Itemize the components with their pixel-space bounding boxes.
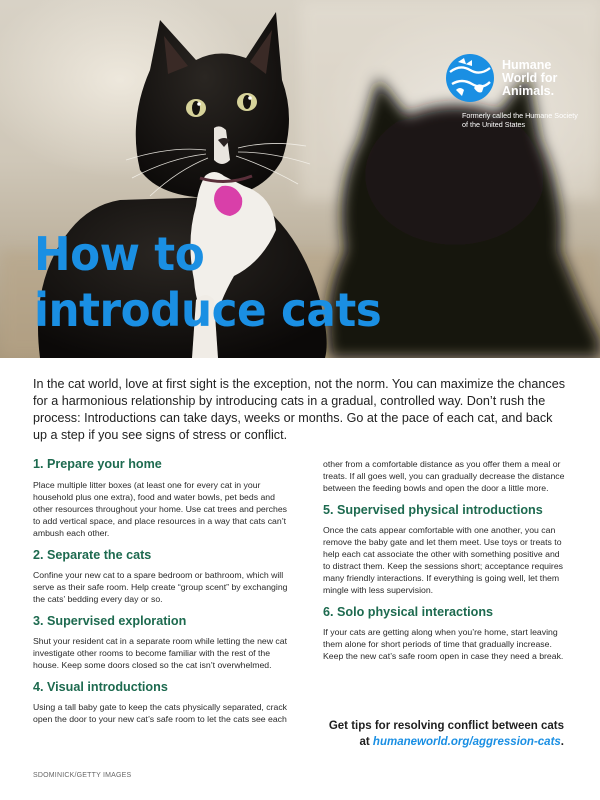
cta-link-line (320, 734, 564, 750)
logo-line: Animals. (502, 83, 555, 98)
cta-line: Get tips for resolving conflict between cats (328, 720, 564, 732)
title-line: introduce cats (34, 283, 382, 337)
photo-credit: SDOMINICK/GETTY IMAGES (33, 772, 132, 779)
call-to-action (320, 718, 564, 750)
cta-prefix: at (359, 736, 373, 748)
section-body: If your cats are getting along when you’re home, start leaving them alone for short periods of time that gradually increase. Keep the new cat’s safe room open in case they need a break. (323, 627, 564, 661)
section-separate-cats (33, 547, 289, 605)
section-body-continued: other from a comfortable distance as you offer them a meal or treats. If all goes well, you can gradually decrease the distance between the feeding bowls and open the door a little more. (323, 459, 565, 493)
right-column (323, 458, 569, 670)
left-column (33, 456, 289, 733)
section-body: Place multiple litter boxes (at least one for every cat in your household plus one extra), food and water bowls, pet beds and other resources throughout your home. Use cat trees and perches to add vertical space, and place resources in a way that cats can’t ambush each other. (33, 480, 288, 538)
section-body: Once the cats appear comfortable with one another, you can remove the baby gate and let them meet. Use toys or treats to help each cat associate the other with something positive and to distract them. Keep the sessions short; acceptance requires many friendly interactions. If everything is going well, let them mingle with less supervision. (323, 525, 563, 595)
section-supervised-exploration (33, 613, 289, 671)
section-heading: 6. Solo physical interactions (323, 605, 494, 619)
hero-photo (0, 0, 600, 358)
section-body: Shut your resident cat in a separate room while letting the new cat investigate other rooms to become familiar with the rest of the house. Keep some doors closed so the cat isn’t overwhelmed. (33, 636, 288, 670)
humane-world-logo[interactable] (444, 52, 584, 104)
section-body: Using a tall baby gate to keep the cats physically separated, crack open the door to your new cat’s safe room to let the cats see each (33, 702, 288, 724)
section-body: Confine your new cat to a spare bedroom or bathroom, which will serve as their safe room. Help create “group scent” by exchanging the cats’ bedding every day or so. (33, 570, 288, 604)
section-prepare-home (33, 456, 289, 539)
page-title (34, 226, 433, 338)
section-heading: 5. Supervised physical introductions (323, 503, 543, 517)
aggression-cats-link[interactable]: humaneworld.org/aggression-cats (372, 736, 561, 748)
section-heading: 4. Visual introductions (33, 680, 168, 694)
cta-suffix: . (560, 736, 564, 748)
logo-line: Humane (502, 57, 552, 72)
title-line: How to (34, 227, 205, 281)
section-heading: 3. Supervised exploration (33, 614, 187, 628)
section-solo-physical (323, 604, 569, 662)
globe-animals-icon (444, 52, 496, 104)
section-visual-introductions (33, 679, 289, 725)
logo-wordmark (502, 59, 557, 98)
logo-note: Formerly called the Humane Society of the United States (462, 111, 578, 129)
section-heading: 2. Separate the cats (33, 548, 152, 562)
logo-line: World for (502, 70, 558, 85)
intro-paragraph: In the cat world, love at first sight is the exception, not the norm. You can maximize the chances for a harmonious relationship by introducing cats in a gradual, controlled way. Don’t rush the process: Introductions can take days, weeks or months. Go at the pace of each cat, and back up a step if you see signs of stress or conflict. (33, 377, 566, 442)
section-supervised-physical (323, 502, 569, 596)
section-heading: 1. Prepare your home (33, 457, 162, 471)
